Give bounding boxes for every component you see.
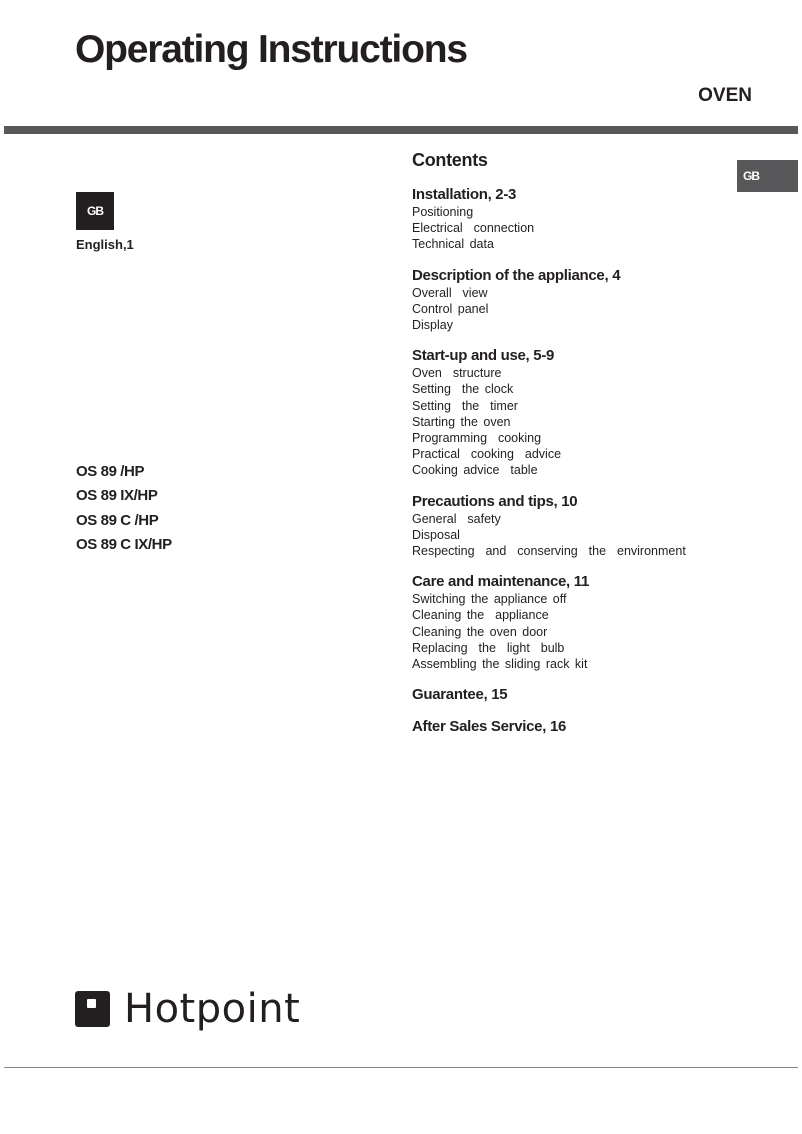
toc-heading: Description of the appliance, 4	[412, 266, 621, 284]
toc-section	[412, 686, 686, 704]
toc-item: Electrical connection	[412, 221, 535, 236]
toc-heading: Installation, 2-3	[412, 186, 517, 203]
toc-section	[412, 267, 686, 334]
toc-item: Cooking advice table	[412, 463, 538, 478]
toc-item: Display	[412, 318, 453, 333]
toc-heading: Precautions and tips, 10	[412, 492, 578, 510]
model-name: OS 89 /HP	[76, 463, 145, 480]
model-name: OS 89 C IX/HP	[76, 535, 172, 553]
footer-divider	[4, 1067, 798, 1068]
toc-item: Respecting and conserving the environment	[412, 544, 686, 559]
product-type: OVEN	[698, 85, 752, 106]
language-badge: GB	[76, 192, 114, 230]
document-title: Operating Instructions	[75, 28, 467, 71]
toc-heading: Start-up and use, 5-9	[412, 347, 555, 365]
logo-wordmark: Hotpoint	[124, 986, 301, 1032]
toc-item: Oven structure	[412, 366, 502, 381]
toc-section	[412, 573, 686, 672]
toc-item: Replacing the light bulb	[412, 640, 565, 655]
toc-item: Positioning	[412, 205, 474, 219]
toc-item: Cleaning the oven door	[412, 624, 548, 639]
contents-title: Contents	[412, 150, 488, 170]
toc-item: Programming cooking	[412, 431, 542, 446]
toc-item: Technical data	[412, 237, 494, 252]
language-tab: GB	[737, 160, 798, 192]
toc-section	[412, 493, 686, 560]
language-label: English,1	[76, 237, 134, 252]
toc-item: Overall view	[412, 285, 488, 300]
toc-item: Setting the clock	[412, 382, 514, 397]
logo-mark-icon	[75, 991, 110, 1027]
table-of-contents	[412, 186, 686, 750]
toc-item: Setting the timer	[412, 398, 518, 413]
model-name: OS 89 C /HP	[76, 511, 159, 529]
header-divider	[4, 126, 798, 134]
toc-item: Disposal	[412, 527, 460, 542]
toc-section	[412, 186, 686, 253]
toc-section	[412, 347, 686, 478]
toc-section	[412, 718, 686, 736]
toc-item: Assembling the sliding rack kit	[412, 657, 588, 672]
toc-item: General safety	[412, 511, 501, 526]
toc-heading: After Sales Service, 16	[412, 718, 567, 736]
toc-heading: Care and maintenance, 11	[412, 573, 590, 591]
toc-item: Control panel	[412, 301, 489, 316]
toc-item: Practical cooking advice	[412, 447, 562, 462]
toc-item: Switching the appliance off	[412, 592, 567, 607]
toc-item: Starting the oven	[412, 414, 511, 429]
model-list	[76, 462, 172, 559]
model-name: OS 89 IX/HP	[76, 487, 158, 505]
hotpoint-logo	[75, 986, 300, 1032]
toc-heading: Guarantee, 15	[412, 686, 508, 704]
toc-item: Cleaning the appliance	[412, 608, 549, 623]
